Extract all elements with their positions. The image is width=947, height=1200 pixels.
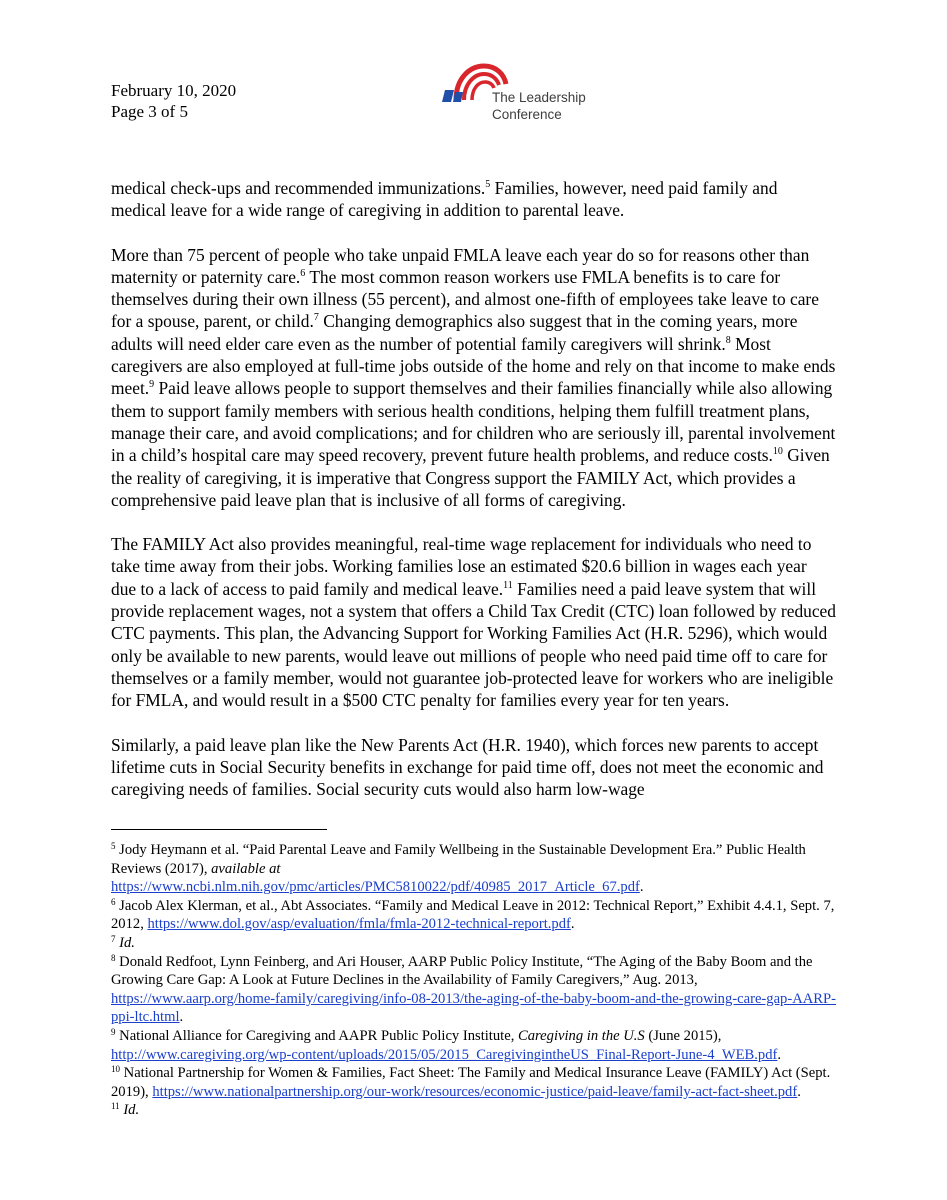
footnote-ref-10: 10	[772, 446, 783, 458]
footnote-link[interactable]: https://www.dol.gov/asp/evaluation/fmla/fmla-2012-technical-report.pdf	[147, 916, 571, 933]
footnote-link[interactable]: https://www.ncbi.nlm.nih.gov/pmc/articles/PMC5810022/pdf/40985_2017_Article_67.pdf	[111, 879, 640, 896]
footnote-number: 6	[111, 896, 116, 907]
footnote-ref-11: 11	[503, 579, 513, 591]
footnote-text: Donald Redfoot, Lynn Feinberg, and Ari Houser, AARP Public Policy Institute, “The Aging of the Baby Boom and the Growing Care Gap: A Look at Future Declines in the Availability of Family Caregivers,” Aug. 2013,	[111, 953, 813, 989]
footnote-italic: Caregiving in the U.S	[518, 1027, 645, 1044]
footnote-number: 5	[111, 841, 116, 851]
footnote-italic: Id.	[115, 934, 135, 951]
p2-text-a: More than 75 percent of people who take unpaid FMLA leave each year do so for reasons other than maternity or paternity care.	[111, 244, 810, 287]
p1-text-a: medical check-ups and recommended immunizations.	[111, 178, 486, 198]
footnote-ref-9: 9	[149, 379, 155, 391]
paragraph-4: Similarly, a paid leave plan like the New Parents Act (H.R. 1940), which forces new parents to accept lifetime cuts in Social Security benefits in exchange for paid time off, does not meet the economic and caregiving needs of families. Social security cuts would also harm low-wage	[111, 734, 824, 800]
footnotes	[111, 841, 846, 1120]
footnote-after: .	[639, 879, 644, 896]
footnote-after: .	[777, 1046, 782, 1063]
paragraph-2	[111, 244, 836, 512]
footnote-10	[111, 1064, 846, 1101]
p2-text-b: The most common reason workers use FMLA benefits is to care for themselves during their own illness (55 percent), and almost one-fifth of employees take leave to care for a spouse, parent, or child.	[111, 266, 819, 332]
header-page-number: Page 3 of 5	[111, 102, 188, 121]
footnote-text: National Alliance for Caregiving and AAPR Public Policy Institute,	[115, 1027, 518, 1044]
footnote-text: Jody Heymann et al. “Paid Parental Leave and Family Wellbeing in the Sustainable Development Era.” Public Health Reviews (2017),	[111, 842, 806, 877]
footnote-number: 11	[111, 1101, 120, 1112]
header-date: February 10, 2020	[111, 81, 237, 100]
footnote-after: .	[179, 1009, 184, 1026]
p1-text-b: Families, however, need paid family and medical leave for a wide range of caregiving in addition to parental leave.	[111, 178, 778, 221]
logo-line-1: The Leadership	[492, 90, 586, 105]
p2-text-d: Most caregivers are also employed at full-time jobs outside of the home and rely on that income to make ends meet.	[111, 333, 836, 399]
p2-text-f: Given the reality of caregiving, it is imperative that Congress support the FAMILY Act, which provides a comprehensive paid leave plan that is inclusive of all forms of caregiving.	[111, 445, 830, 510]
footnote-8	[111, 953, 846, 1027]
footnote-5	[111, 841, 846, 897]
paragraph-3	[111, 533, 836, 711]
footnote-link[interactable]: https://www.aarp.org/home-family/caregiving/info-08-2013/the-aging-of-the-baby-boom-and-the-growing-care-gap-AARP-ppi-ltc.html	[111, 990, 837, 1026]
page-header	[111, 80, 236, 122]
footnote-number: 9	[111, 1026, 116, 1037]
letter-body	[111, 177, 836, 822]
footnote-ref-7: 7	[313, 312, 319, 324]
footnote-text: Jacob Alex Klerman, et al., Abt Associates. “Family and Medical Leave in 2012: Technical Report,” Exhibit 4.4.1, Sept. 7, 2012,	[111, 897, 835, 933]
footnote-6	[111, 897, 846, 934]
footnote-link[interactable]: http://www.caregiving.org/wp-content/uploads/2015/05/2015_CaregivingintheUS_Final-Report-June-4_WEB.pdf	[111, 1046, 778, 1063]
paragraph-1	[111, 177, 836, 222]
footnote-italic: Id.	[119, 1102, 140, 1119]
footnote-number: 10	[111, 1064, 120, 1075]
footnote-9	[111, 1027, 846, 1064]
footnote-text: National Partnership for Women & Families, Fact Sheet: The Family and Medical Insurance Leave (FAMILY) Act (Sept. 2019),	[111, 1065, 831, 1100]
footnote-text-2: (June 2015),	[644, 1027, 722, 1044]
logo-line-2: Conference	[492, 107, 562, 122]
footnote-after: .	[797, 1083, 801, 1100]
footnote-number: 8	[111, 952, 116, 963]
p3-text-a: The FAMILY Act also provides meaningful, real-time wage replacement for individuals who need to take time away from their jobs. Working families lose an estimated $20.6 billion in wages each year due to a lack of access to paid family and medical leave.	[111, 534, 812, 599]
footnote-number: 7	[111, 933, 116, 944]
footnote-italic: available at	[211, 860, 281, 877]
footnote-link[interactable]: https://www.nationalpartnership.org/our-work/resources/economic-justice/paid-leave/family-act-fact-sheet.pdf	[152, 1083, 798, 1100]
logo-wordmark	[492, 89, 586, 123]
p3-text-b: Families need a paid leave system that will provide replacement wages, not a system that offers a Child Tax Credit (CTC) loan followed by reduced CTC payments. This plan, the Advancing Support for Working Families Act (H.R. 5296), which would only be available to new parents, would leave out millions of people who need paid time off to care for themselves or a family member, would not guarantee job-protected leave for workers who are ineligible for FMLA, and would result in a $500 CTC penalty for families every year for ten years.	[111, 578, 836, 711]
footnote-after: .	[570, 916, 575, 933]
footnote-ref-8: 8	[725, 334, 731, 346]
footnote-separator	[111, 829, 327, 830]
footnote-ref-6: 6	[300, 267, 306, 279]
p2-text-c: Changing demographics also suggest that in the coming years, more adults will need elder care even as the number of potential family caregivers will shrink.	[111, 311, 798, 354]
p2-text-e: Paid leave allows people to support themselves and their families financially while also allowing them to support family members with serious health conditions, helping them fulfill treatment plans, manage their care, and avoid complications; and for children who are seriously ill, parental involvement in a child’s hospital care may speed recovery, prevent future health problems, and reduce costs.	[111, 378, 836, 466]
leadership-conference-logo	[440, 56, 610, 128]
footnote-7	[111, 934, 846, 953]
footnote-11	[111, 1101, 846, 1120]
footnote-ref-5: 5	[485, 179, 491, 190]
